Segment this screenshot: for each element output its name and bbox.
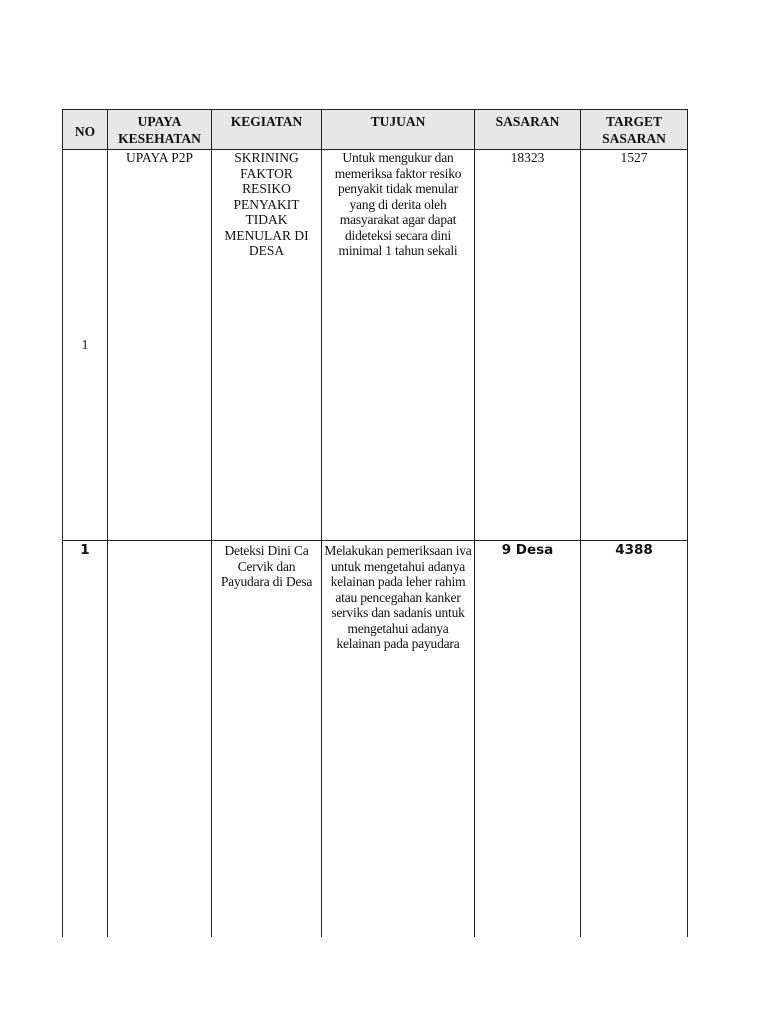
header-upaya-kesehatan: UPAYA KESEHATAN [108, 110, 212, 150]
header-no: NO [63, 110, 108, 150]
table-row [63, 541, 688, 938]
header-target-sasaran: TARGET SASARAN [581, 110, 688, 150]
cell-sasaran: 9 Desa [475, 541, 581, 938]
cell-upaya-kesehatan [108, 541, 212, 938]
header-tujuan: TUJUAN [322, 110, 475, 150]
cell-no: 1 [63, 150, 108, 541]
header-kegiatan: KEGIATAN [212, 110, 322, 150]
cell-target-sasaran: 4388 [581, 541, 688, 938]
cell-no: 1 [63, 541, 108, 938]
header-row [63, 110, 688, 150]
table-row [63, 150, 688, 541]
table-header [63, 110, 688, 150]
cell-upaya-kesehatan: UPAYA P2P [108, 150, 212, 541]
cell-sasaran: 18323 [475, 150, 581, 541]
cell-target-sasaran: 1527 [581, 150, 688, 541]
cell-tujuan: Untuk mengukur dan memeriksa faktor resiko penyakit tidak menular yang di derita oleh masyarakat agar dapat dideteksi secara dini minimal 1 tahun sekali [322, 150, 475, 541]
cell-kegiatan: SKRINING FAKTOR RESIKO PENYAKIT TIDAK MENULAR DI DESA [212, 150, 322, 541]
cell-tujuan: Melakukan pemeriksaan iva untuk mengetahui adanya kelainan pada leher rahim atau pencegahan kanker serviks dan sadanis untuk mengetahui adanya kelainan pada payudara [322, 541, 475, 938]
program-table [62, 109, 688, 937]
header-sasaran: SASARAN [475, 110, 581, 150]
cell-kegiatan: Deteksi Dini Ca Cervik dan Payudara di Desa [212, 541, 322, 938]
